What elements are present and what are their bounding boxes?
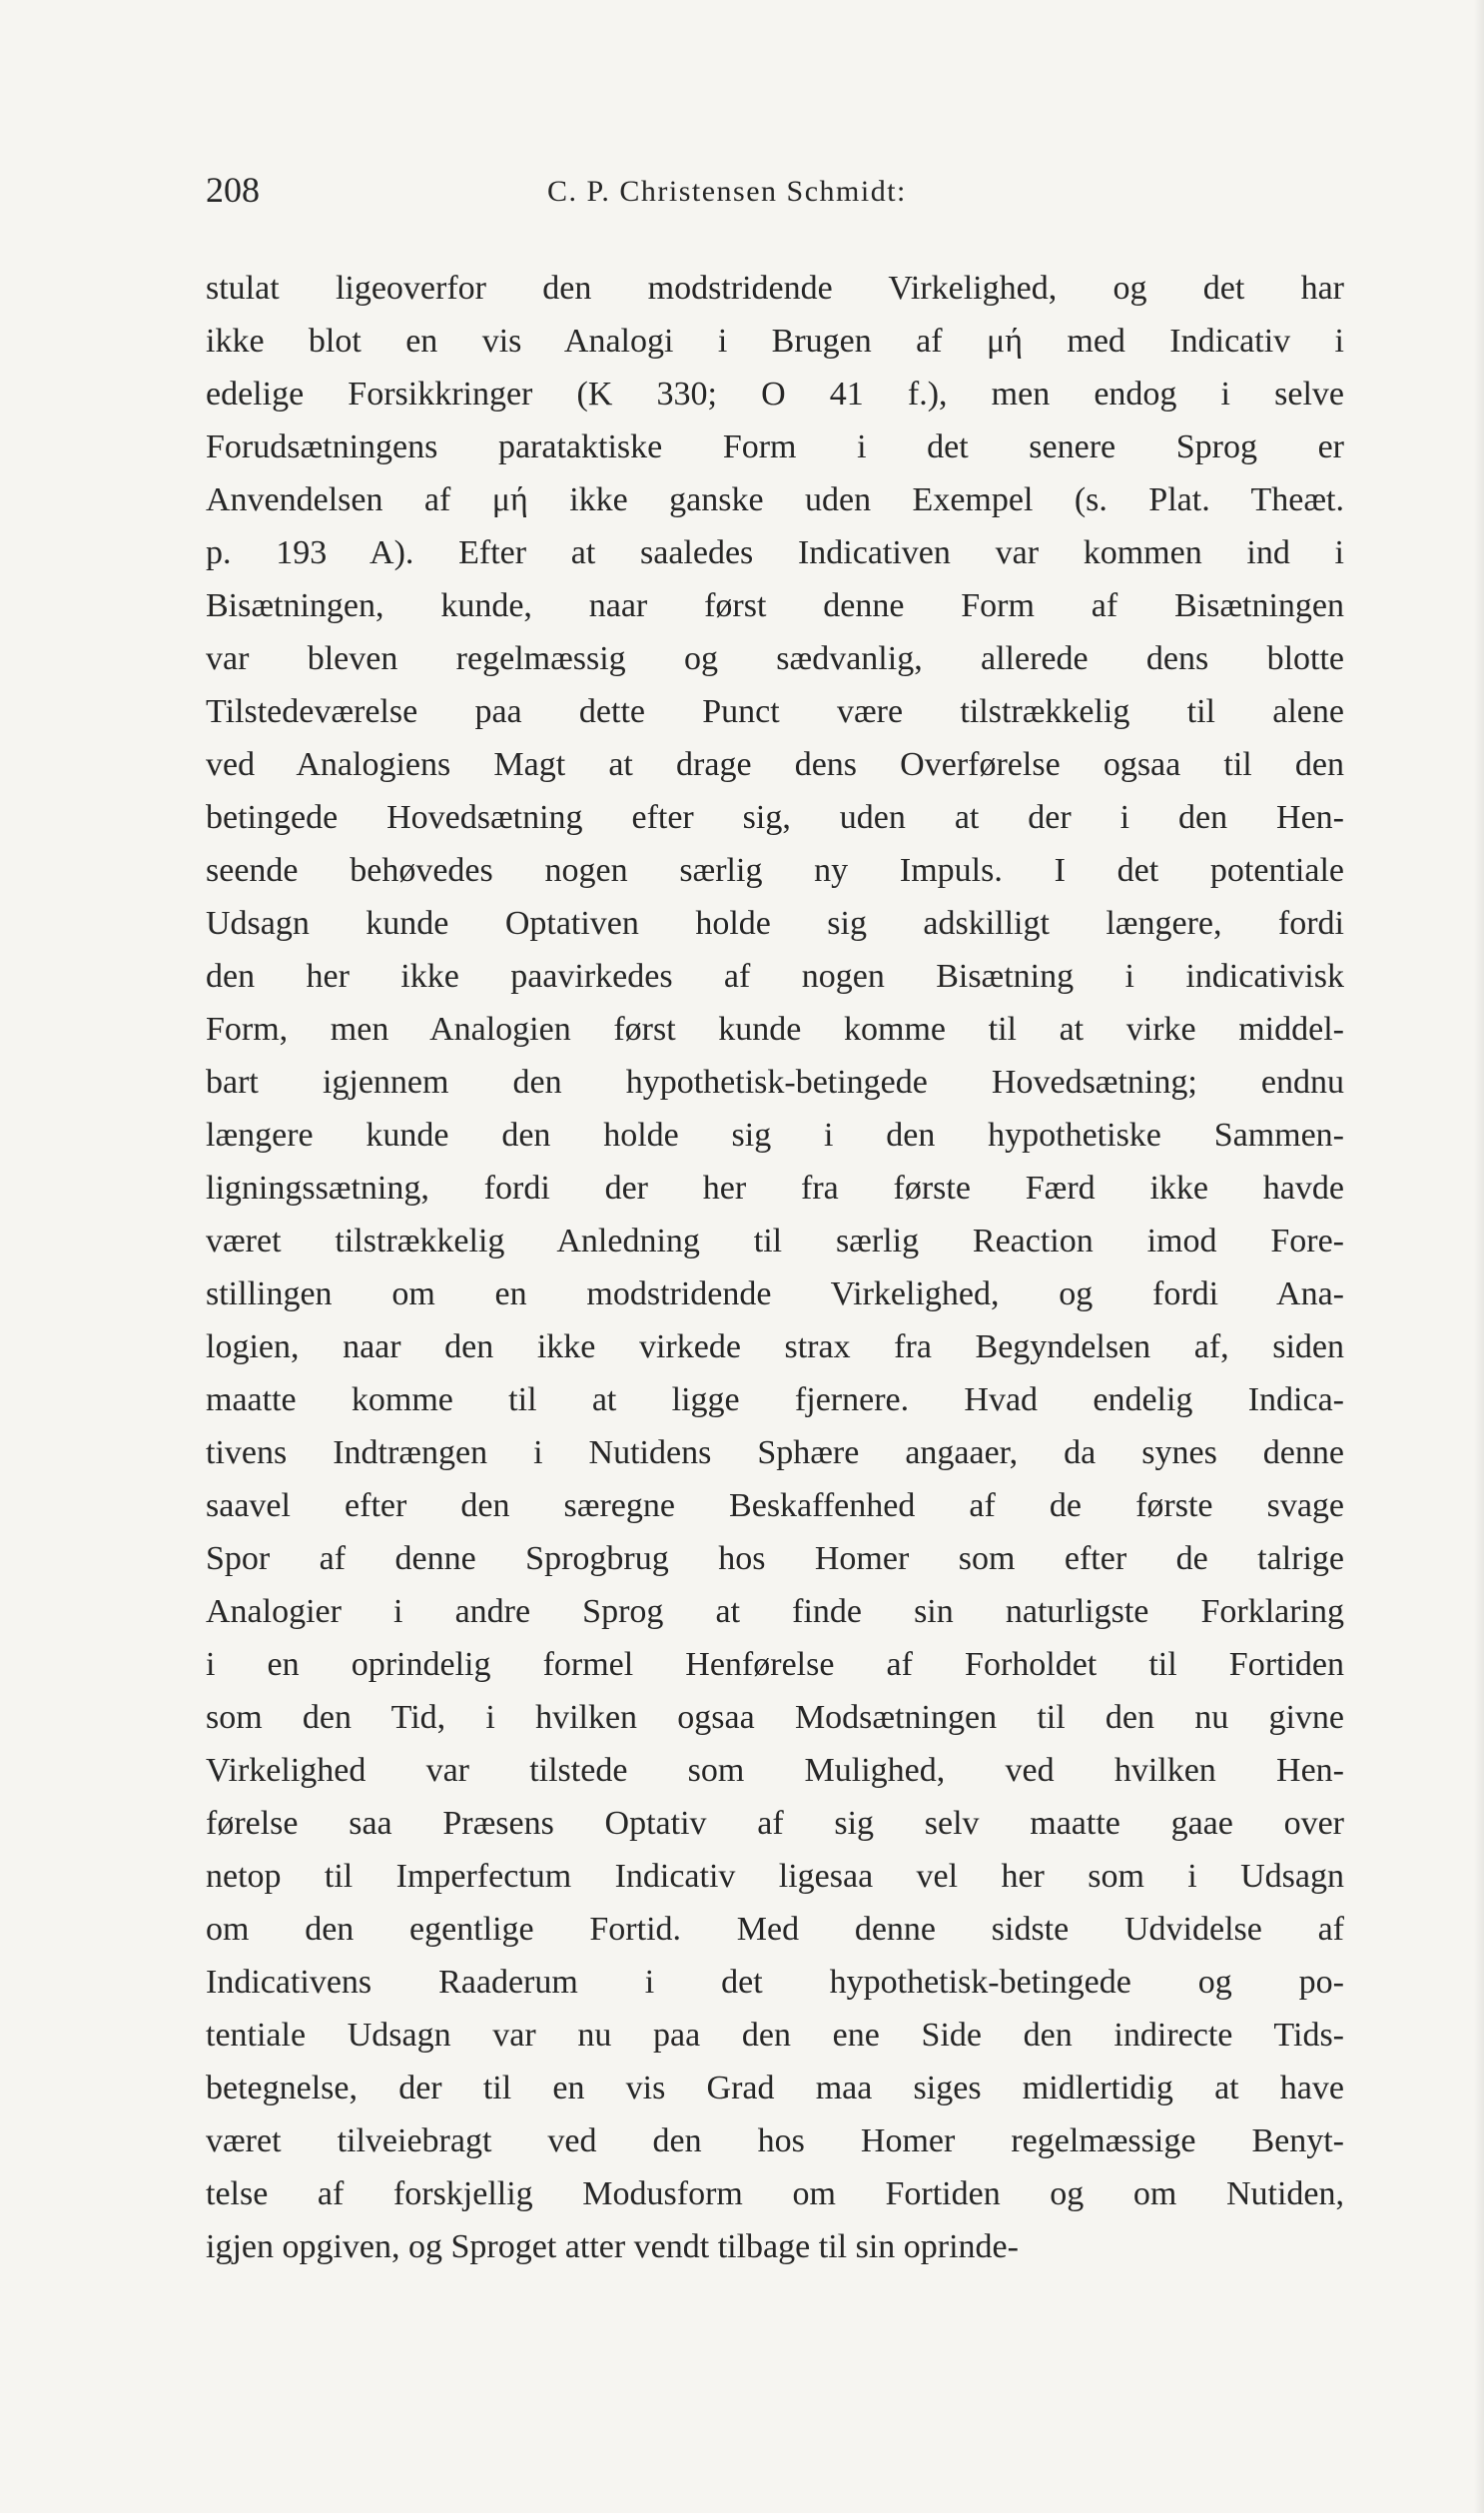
text-line: stulat ligeoverfor den modstridende Virkelighed, og det har [206,270,1344,307]
text-line: igjen opgiven, og Sproget atter vendt tilbage til sin oprinde- [206,2228,1019,2265]
text-line: i en oprindelig formel Henførelse af Forholdet til Fortiden [206,1646,1344,1683]
text-line: tivens Indtrængen i Nutidens Sphære angaaer, da synes denne [206,1434,1344,1471]
text-line: bart igjennem den hypothetisk-betingede Hovedsætning; endnu [206,1064,1344,1101]
text-line: tentiale Udsagn var nu paa den ene Side den indirecte Tids- [206,2017,1344,2054]
text-line: betingede Hovedsætning efter sig, uden at der i den Hen- [206,799,1344,836]
text-line: Forudsætningens parataktiske Form i det senere Sprog er [206,428,1344,465]
text-line: logien, naar den ikke virkede strax fra Begyndelsen af, siden [206,1328,1344,1365]
text-line: saavel efter den særegne Beskaffenhed af de første svage [206,1487,1344,1524]
page-edge-shadow [1474,0,1484,2513]
text-line: længere kunde den holde sig i den hypothetiske Sammen- [206,1117,1344,1154]
text-line: ikke blot en vis Analogi i Brugen af μή med Indicativ i [206,323,1344,360]
text-line: Indicativens Raaderum i det hypothetisk-betingede og po- [206,1964,1344,2001]
text-line: Tilstedeværelse paa dette Punct være tilstrækkelig til alene [206,693,1344,730]
text-line: Spor af denne Sprogbrug hos Homer som efter de talrige [206,1540,1344,1577]
text-line: Anvendelsen af μή ikke ganske uden Exempel (s. Plat. Theæt. [206,481,1344,518]
text-line: førelse saa Præsens Optativ af sig selv maatte gaae over [206,1805,1344,1842]
text-line: ligningssætning, fordi der her fra første Færd ikke havde [206,1170,1344,1207]
text-line: telse af forskjellig Modusform om Fortiden og om Nutiden, [206,2175,1344,2212]
running-head: C. P. Christensen Schmidt: [547,175,907,208]
text-line: Analogier i andre Sprog at finde sin naturligste Forklaring [206,1593,1344,1630]
page-header [206,168,1344,218]
text-line: var bleven regelmæssig og sædvanlig, allerede dens blotte [206,640,1344,677]
text-line: været tilstrækkelig Anledning til særlig Reaction imod Fore- [206,1223,1344,1259]
text-line: betegnelse, der til en vis Grad maa siges midlertidig at have [206,2070,1344,2106]
text-line: p. 193 A). Efter at saaledes Indicativen var kommen ind i [206,534,1344,571]
text-line: Udsagn kunde Optativen holde sig adskilligt længere, fordi [206,905,1344,942]
page-number: 208 [206,170,260,210]
text-line: om den egentlige Fortid. Med denne sidste Udvidelse af [206,1911,1344,1948]
text-line: været tilveiebragt ved den hos Homer regelmæssige Benyt- [206,2122,1344,2159]
text-line: Virkelighed var tilstede som Mulighed, ved hvilken Hen- [206,1752,1344,1789]
text-line: som den Tid, i hvilken ogsaa Modsætningen til den nu givne [206,1699,1344,1736]
text-line: stillingen om en modstridende Virkelighed, og fordi Ana- [206,1275,1344,1312]
text-line: Form, men Analogien først kunde komme til at virke middel- [206,1011,1344,1048]
text-line: ved Analogiens Magt at drage dens Overførelse ogsaa til den [206,746,1344,783]
text-line: Bisætningen, kunde, naar først denne Form af Bisætningen [206,587,1344,624]
text-line: maatte komme til at ligge fjernere. Hvad endelig Indica- [206,1381,1344,1418]
text-line: netop til Imperfectum Indicativ ligesaa vel her som i Udsagn [206,1858,1344,1895]
text-line: den her ikke paavirkedes af nogen Bisætning i indicativisk [206,958,1344,995]
text-line: edelige Forsikkringer (Κ 330; Ο 41 f.), men endog i selve [206,376,1344,413]
text-line: seende behøvedes nogen særlig ny Impuls. I det potentiale [206,852,1344,889]
body-text [206,262,1344,2273]
